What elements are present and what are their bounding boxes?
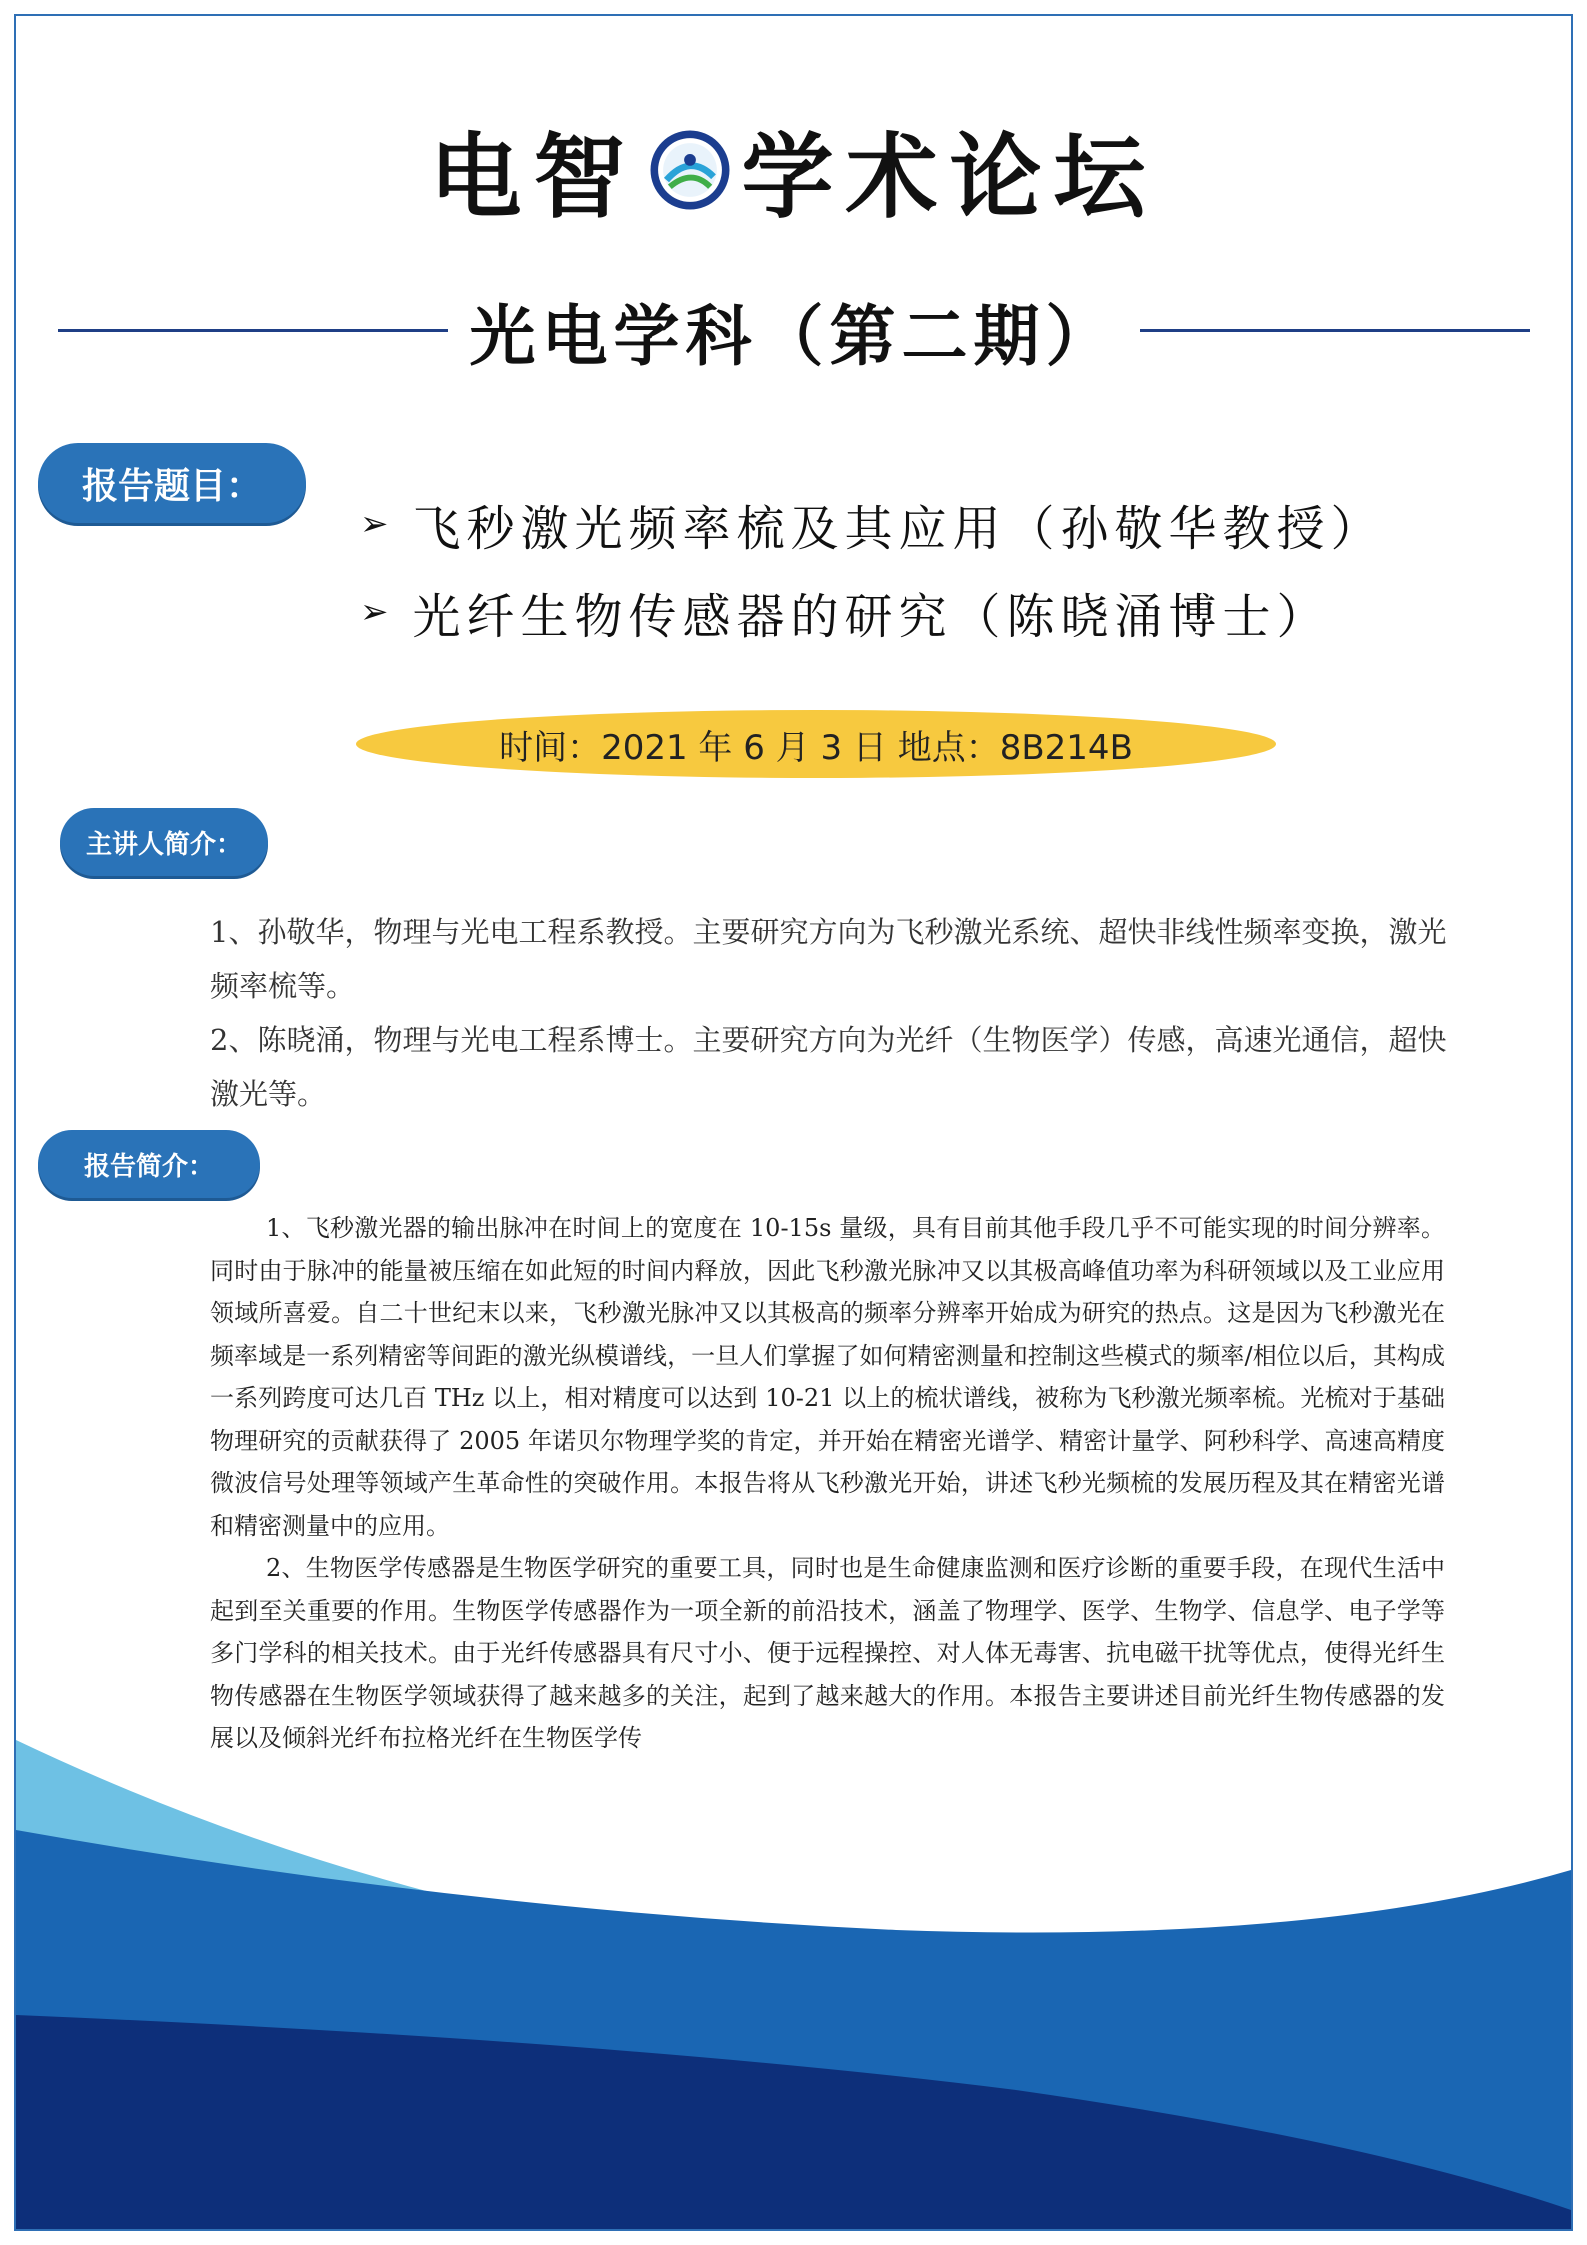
title-right: 学术论坛	[741, 123, 1158, 231]
topic-item	[360, 480, 1510, 568]
abstract-paragraph: 1、飞秒激光器的输出脉冲在时间上的宽度在 10-15s 量级，具有目前其他手段几乎不可能实现的时间分辨率。同时由于脉冲的能量被压缩在如此短的时间内释放，因此飞秒激光脉冲又以其极高峰值功率为科研领域以及工业应用领域所喜爱。自二十世纪末以来，飞秒激光脉冲又以其极高的频率分辨率开始成为研究的热点。这是因为飞秒激光在频率域是一系列精密等间距的激光纵模谱线，一旦人们掌握了如何精密测量和控制这些模式的频率/相位以后，其构成一系列跨度可达几百 THz 以上，相对精度可以达到 10-21 以上的梳状谱线，被称为飞秒激光频率梳。光梳对于基础物理研究的贡献获得了 2005 年诺贝尔物理学奖的肯定，并开始在精密光谱学、精密计量学、阿秒科学、高速高精度微波信号处理等领域产生革命性的突破作用。本报告将从飞秒激光开始，讲述飞秒光频梳的发展历程及其在精密光谱和精密测量中的应用。	[210, 1214, 1445, 1540]
abstract-body	[210, 1207, 1445, 1760]
topic-item-text: 光纤生物传感器的研究（陈晓涌博士）	[412, 588, 1331, 645]
subtitle-text: 光电学科（第二期）	[469, 296, 1118, 375]
forum-logo-icon	[648, 128, 732, 212]
forum-title	[0, 110, 1587, 230]
topic-item-text: 飞秒激光频率梳及其应用（孙敬华教授）	[412, 500, 1385, 557]
arrow-bullet-icon: ➢	[360, 592, 395, 632]
topic-list	[360, 480, 1510, 656]
right-divider	[1140, 329, 1530, 332]
topic-item	[360, 568, 1510, 656]
topic-label: 报告题目：	[38, 443, 306, 523]
abstract-paragraph: 2、生物医学传感器是生物医学研究的重要工具，同时也是生命健康监测和医疗诊断的重要手段，在现代生活中起到至关重要的作用。生物医学传感器作为一项全新的前沿技术，涵盖了物理学、医学、生物学、信息学、电子学等多门学科的相关技术。由于光纤传感器具有尺寸小、便于远程操控、对人体无毒害、抗电磁干扰等优点，使得光纤生物传感器在生物医学领域获得了越来越多的关注，起到了越来越大的作用。本报告主要讲述目前光纤生物传感器的发展以及倾斜光纤布拉格光纤在生物医学传	[210, 1554, 1445, 1752]
time-location-banner: 时间：2021 年 6 月 3 日 地点：8B214B	[356, 710, 1276, 778]
speaker-bio: 1、孙敬华，物理与光电工程系教授。主要研究方向为飞秒激光系统、超快非线性频率变换，激光频率梳等。	[210, 915, 1447, 1003]
speaker-bio: 2、陈晓涌，物理与光电工程系博士。主要研究方向为光纤（生物医学）传感，高速光通信，超快激光等。	[210, 1023, 1447, 1111]
left-divider	[58, 329, 448, 332]
speaker-label: 主讲人简介：	[60, 808, 268, 876]
issue-subtitle	[0, 280, 1587, 380]
speaker-bios	[210, 905, 1460, 1121]
abstract-label: 报告简介：	[38, 1130, 260, 1198]
decorative-wave-footer	[16, 1740, 1571, 2229]
arrow-bullet-icon: ➢	[360, 504, 395, 544]
title-left: 电智	[429, 123, 638, 231]
